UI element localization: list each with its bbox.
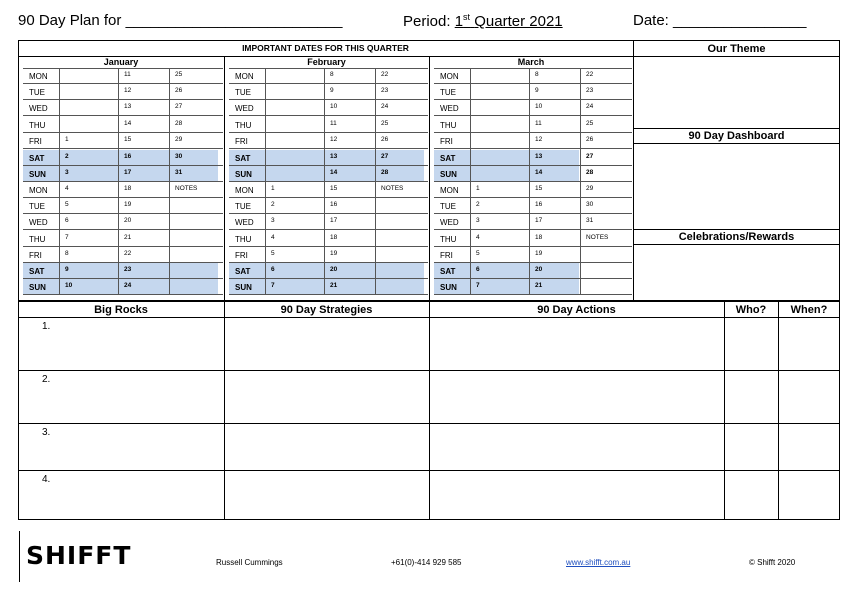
date-number: 26 <box>586 136 594 143</box>
date-number: 23 <box>381 87 389 94</box>
day-name: THU <box>235 235 252 244</box>
date-number: 12 <box>124 87 132 94</box>
row-number: 1. <box>42 321 51 332</box>
date-number: 6 <box>65 217 69 224</box>
date-number: 6 <box>476 266 480 273</box>
footer-phone: +61(0)-414 929 585 <box>391 558 462 567</box>
date-number: 25 <box>381 120 389 127</box>
date-number: 6 <box>271 266 275 273</box>
date-number: 27 <box>175 103 183 110</box>
date-number: 20 <box>535 266 543 273</box>
day-name: SAT <box>440 267 456 276</box>
period-field <box>403 12 563 30</box>
date-number: 4 <box>271 234 275 241</box>
date-number: 19 <box>535 250 543 257</box>
row-number: 3. <box>42 427 51 438</box>
plan-for-field[interactable] <box>18 12 342 29</box>
date-number: 14 <box>124 120 132 127</box>
date-number: 17 <box>535 217 543 224</box>
period-label: Period: <box>403 13 451 30</box>
day-name: FRI <box>235 137 248 146</box>
date-number: 10 <box>330 103 338 110</box>
date-blank: ________________ <box>673 12 807 29</box>
weekend-highlight <box>229 166 424 182</box>
date-number: 27 <box>586 153 594 160</box>
who-header: Who? <box>735 304 767 316</box>
weekend-highlight <box>434 150 579 166</box>
date-number: 25 <box>175 71 183 78</box>
theme-heading: Our Theme <box>707 43 766 55</box>
date-number: 19 <box>124 201 132 208</box>
day-name: TUE <box>29 88 45 97</box>
date-number: 20 <box>124 217 132 224</box>
day-name: TUE <box>440 202 456 211</box>
weekend-highlight <box>229 263 424 279</box>
date-number: 18 <box>124 185 132 192</box>
day-name: FRI <box>440 137 453 146</box>
date-number: 14 <box>535 169 543 176</box>
date-number: 25 <box>586 120 594 127</box>
date-number: 23 <box>586 87 594 94</box>
date-number: 8 <box>330 71 334 78</box>
weekend-highlight <box>229 279 424 295</box>
date-number: 5 <box>65 201 69 208</box>
day-name: SUN <box>29 170 46 179</box>
date-number: 29 <box>175 136 183 143</box>
day-name: FRI <box>29 251 42 260</box>
weekend-highlight <box>23 279 218 295</box>
day-name: TUE <box>440 88 456 97</box>
date-number: 4 <box>476 234 480 241</box>
date-number: 2 <box>271 201 275 208</box>
date-number: 27 <box>381 153 389 160</box>
day-name: WED <box>440 218 459 227</box>
date-number: 8 <box>535 71 539 78</box>
row-number: 2. <box>42 374 51 385</box>
day-name: THU <box>29 121 46 130</box>
plan-for-label: 90 Day Plan for <box>18 12 122 29</box>
day-name: FRI <box>235 251 248 260</box>
date-number: 31 <box>586 217 594 224</box>
day-name: MON <box>235 72 254 81</box>
date-number: 7 <box>65 234 69 241</box>
date-label: Date: <box>633 12 669 29</box>
date-number: 16 <box>124 153 132 160</box>
day-name: SUN <box>29 283 46 292</box>
day-name: MON <box>29 72 48 81</box>
date-number: 21 <box>535 282 543 289</box>
day-name: MON <box>235 186 254 195</box>
date-number: 3 <box>476 217 480 224</box>
period-value: 1st Quarter 2021 <box>454 12 563 30</box>
month-header: January <box>103 57 139 67</box>
date-number: 13 <box>330 153 338 160</box>
day-name: SUN <box>235 170 252 179</box>
date-number: 17 <box>330 217 338 224</box>
date-number: 22 <box>124 250 132 257</box>
day-name: MON <box>440 186 459 195</box>
date-number: 15 <box>124 136 132 143</box>
date-number: 20 <box>330 266 338 273</box>
date-number: 9 <box>330 87 334 94</box>
date-number: 2 <box>65 153 69 160</box>
date-number: 16 <box>535 201 543 208</box>
weekend-highlight <box>23 263 218 279</box>
day-name: TUE <box>235 202 251 211</box>
date-number: 2 <box>476 201 480 208</box>
actions-header: 90 Day Actions <box>537 304 616 316</box>
date-number: NOTES <box>586 234 609 241</box>
date-number: 28 <box>586 169 594 176</box>
day-name: TUE <box>235 88 251 97</box>
date-number: 16 <box>330 201 338 208</box>
date-number: 18 <box>330 234 338 241</box>
date-number: 3 <box>271 217 275 224</box>
when-header: When? <box>790 304 828 316</box>
date-number: NOTES <box>175 185 198 192</box>
day-name: SUN <box>440 283 457 292</box>
weekend-highlight <box>23 166 218 182</box>
weekend-highlight <box>229 150 424 166</box>
date-number: 9 <box>65 266 69 273</box>
date-number: 28 <box>175 120 183 127</box>
date-number: 10 <box>535 103 543 110</box>
date-number: 12 <box>535 136 543 143</box>
big-rocks-header: Big Rocks <box>94 304 148 316</box>
date-number: 19 <box>330 250 338 257</box>
date-number: 24 <box>381 103 389 110</box>
date-number: 8 <box>65 250 69 257</box>
day-name: WED <box>29 218 48 227</box>
day-name: WED <box>235 104 254 113</box>
day-name: THU <box>440 235 457 244</box>
shifft-logo: SHIFFT <box>26 541 132 570</box>
date-number: 12 <box>330 136 338 143</box>
date-number: 24 <box>586 103 594 110</box>
calendar-title: IMPORTANT DATES FOR THIS QUARTER <box>242 43 409 53</box>
date-number: NOTES <box>381 185 404 192</box>
date-number: 30 <box>175 153 183 160</box>
date-number: 14 <box>330 169 338 176</box>
day-name: FRI <box>440 251 453 260</box>
dashboard-heading: 90 Day Dashboard <box>688 130 785 142</box>
weekend-highlight <box>23 150 218 166</box>
date-number: 28 <box>381 169 389 176</box>
date-number: 17 <box>124 169 132 176</box>
day-name: TUE <box>29 202 45 211</box>
date-number: 18 <box>535 234 543 241</box>
date-number: 11 <box>330 120 337 127</box>
date-number: 7 <box>476 282 480 289</box>
date-number: 5 <box>271 250 275 257</box>
date-number: 5 <box>476 250 480 257</box>
day-name: THU <box>440 121 457 130</box>
date-number: 7 <box>271 282 275 289</box>
date-number: 22 <box>586 71 594 78</box>
footer-website-link[interactable]: www.shifft.com.au <box>566 558 631 567</box>
day-name: WED <box>235 218 254 227</box>
day-name: THU <box>29 235 46 244</box>
date-number: 15 <box>535 185 543 192</box>
day-name: SAT <box>29 154 45 163</box>
date-number: 24 <box>124 282 132 289</box>
date-number: 1 <box>271 185 275 192</box>
date-number: 1 <box>476 185 480 192</box>
day-name: SAT <box>29 267 45 276</box>
date-field[interactable] <box>633 12 807 29</box>
date-number: 21 <box>124 234 132 241</box>
date-number: 15 <box>330 185 338 192</box>
date-number: 11 <box>535 120 542 127</box>
date-number: 21 <box>330 282 338 289</box>
date-number: 29 <box>586 185 594 192</box>
date-number: 1 <box>65 136 69 143</box>
plan-for-blank: __________________________ <box>125 12 343 29</box>
day-name: THU <box>235 121 252 130</box>
day-name: FRI <box>29 137 42 146</box>
date-number: 13 <box>124 103 132 110</box>
logo-divider <box>19 531 20 582</box>
celebrations-heading: Celebrations/Rewards <box>678 231 795 243</box>
date-number: 4 <box>65 185 69 192</box>
day-name: MON <box>29 186 48 195</box>
date-number: 23 <box>124 266 132 273</box>
date-number: 3 <box>65 169 69 176</box>
date-number: 22 <box>381 71 389 78</box>
date-number: 11 <box>124 71 131 78</box>
day-name: MON <box>440 72 459 81</box>
date-number: 9 <box>535 87 539 94</box>
day-name: SUN <box>440 170 457 179</box>
month-header: March <box>517 57 545 67</box>
date-number: 31 <box>175 169 183 176</box>
day-name: WED <box>29 104 48 113</box>
day-name: SUN <box>235 283 252 292</box>
date-number: 10 <box>65 282 73 289</box>
month-header: February <box>307 57 346 67</box>
day-name: SAT <box>235 154 251 163</box>
row-number: 4. <box>42 474 51 485</box>
day-name: WED <box>440 104 459 113</box>
date-number: 30 <box>586 201 594 208</box>
strategies-header: 90 Day Strategies <box>280 304 373 316</box>
day-name: SAT <box>440 154 456 163</box>
footer-copyright: © Shifft 2020 <box>749 558 796 567</box>
footer-name: Russell Cummings <box>216 558 283 567</box>
weekend-highlight <box>434 263 579 279</box>
date-number: 26 <box>175 87 183 94</box>
date-number: 26 <box>381 136 389 143</box>
date-number: 13 <box>535 153 543 160</box>
day-name: SAT <box>235 267 251 276</box>
